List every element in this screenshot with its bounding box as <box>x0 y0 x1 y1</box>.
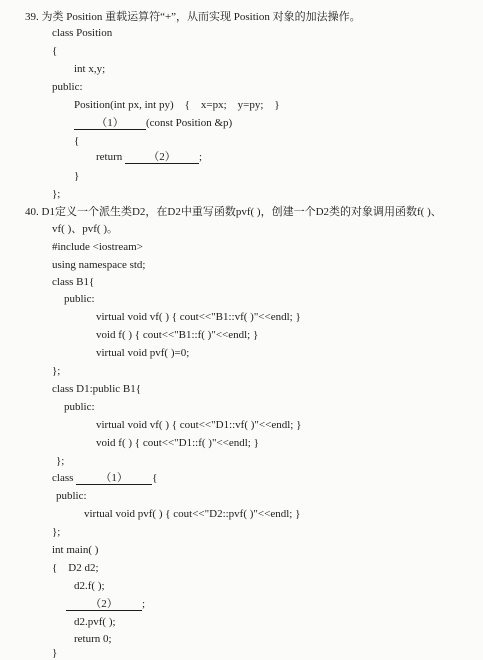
q40-code-line-cut: } <box>52 647 58 659</box>
q40-code-line: }; <box>52 526 61 538</box>
q39-code-line: }; <box>52 188 61 200</box>
q39-code-line <box>74 117 232 130</box>
q39-header <box>25 11 361 24</box>
q39-blank-1[interactable]: （1） <box>74 118 146 130</box>
q40-code-line: int main( ) <box>52 544 99 556</box>
q40-code-line: virtual void vf( ) { cout<<"B1::vf( )"<<endl; } <box>96 311 301 323</box>
q40-code-line: virtual void pvf( )=0; <box>96 347 190 359</box>
q40-code-fragment: ; <box>142 598 146 610</box>
q40-code-line: { D2 d2; <box>52 562 99 574</box>
q39-code-line: Position(int px, int py) { x=px; y=py; } <box>74 99 280 111</box>
q40-code-line: d2.f( ); <box>74 580 105 592</box>
q40-code-line: #include <iostream> <box>52 241 143 253</box>
q40-code-line: using namespace std; <box>52 259 146 271</box>
q39-code-line: int x,y; <box>74 63 106 75</box>
q40-code-line: }; <box>52 365 61 377</box>
q39-code-fragment: (const Position &p) <box>146 117 233 129</box>
q40-code-line: return 0; <box>74 633 112 645</box>
q39-code-fragment: return <box>96 151 126 163</box>
q39-code-line: class Position <box>52 27 113 39</box>
q39-blank-2[interactable]: （2） <box>125 152 199 164</box>
q39-code-line <box>96 151 202 164</box>
q39-code-line: { <box>74 135 80 147</box>
q40-blank-2[interactable]: （2） <box>66 599 142 611</box>
q40-code-fragment: { <box>152 472 158 484</box>
q40-code-line <box>52 472 157 485</box>
q40-code-line: virtual void vf( ) { cout<<"D1::vf( )"<<endl; } <box>96 419 302 431</box>
q40-code-line: public: <box>56 490 87 502</box>
q40-number: 40. <box>25 206 39 218</box>
q40-code-line: public: <box>64 293 95 305</box>
q40-code-line: }; <box>56 455 65 467</box>
q39-code-fragment: ; <box>199 151 203 163</box>
q39-number: 39. <box>25 11 39 23</box>
q39-code-line: } <box>74 170 80 182</box>
q40-code-line: d2.pvf( ); <box>74 616 116 628</box>
q40-code-fragment: class <box>52 472 77 484</box>
q40-code-line: class D1:public B1{ <box>52 383 141 395</box>
q40-code-line: void f( ) { cout<<"B1::f( )"<<endl; } <box>96 329 259 341</box>
q40-code-line: class B1{ <box>52 276 95 288</box>
q39-question-text: 为类 Position 重载运算符“+”，从而实现 Position 对象的加法操作。 <box>41 11 361 23</box>
q40-question-text-cont: vf( )、pvf( )。 <box>52 223 118 235</box>
q40-header <box>25 206 442 219</box>
q40-code-line: public: <box>64 401 95 413</box>
q39-code-line: public: <box>52 81 83 93</box>
q40-code-line: void f( ) { cout<<"D1::f( )"<<endl; } <box>96 437 259 449</box>
q40-code-line: virtual void pvf( ) { cout<<"D2::pvf( )"<<endl; } <box>84 508 301 520</box>
q40-question-text: D1定义一个派生类D2，在D2中重写函数pvf( )，创建一个D2类的对象调用函数f( )、 <box>41 206 442 218</box>
q40-code-line <box>66 598 145 611</box>
q40-blank-1[interactable]: （1） <box>76 473 152 485</box>
q39-code-line: { <box>52 45 58 57</box>
